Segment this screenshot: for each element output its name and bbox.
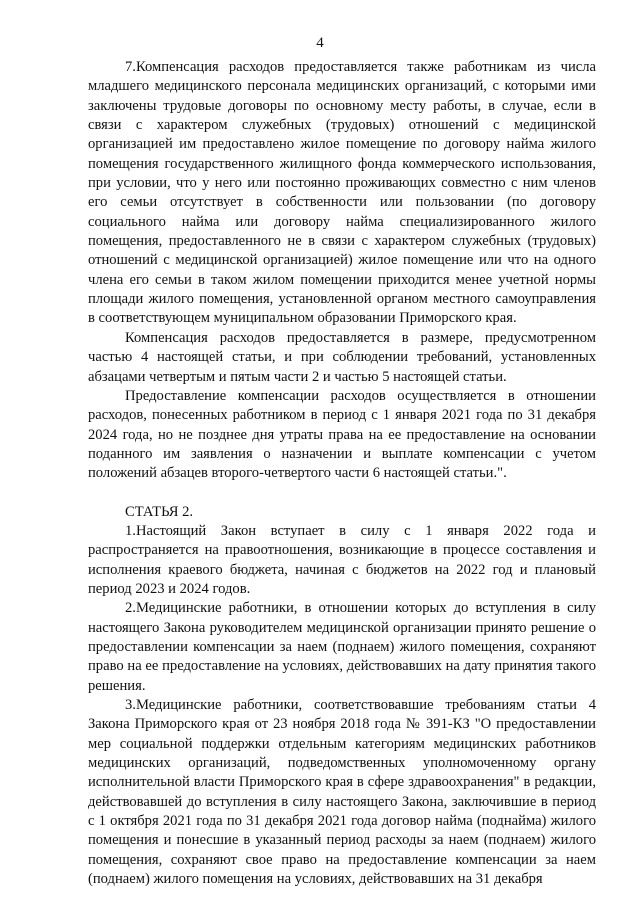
page-number: 4 (316, 35, 324, 51)
paragraph-compensation-amount: Компенсация расходов предоставляется в размере, предусмотренном частью 4 настоящей статьи, и при соблюдении требований, установленных абзацами четвертым и пятым части 2 и частью 5 настоящей статьи. (88, 329, 596, 385)
paragraph-article2-item1: 1.Настоящий Закон вступает в силу с 1 января 2022 года и распространяется на правоотношения, возникающие в процессе составления и исполнения краевого бюджета, начиная с бюджетов на 2022 год и плановый период 2023 и 2024 годов. (88, 522, 596, 597)
paragraph-compensation-junior-staff: 7.Компенсация расходов предоставляется также работникам из числа младшего медицинского персонала медицинских организаций, с которыми ими заключены трудовые договоры по основному месту работы, в случае, если в связи с характером служебных (трудовых) отношений с медицинской организацией им предоставлено жилое помещение по договору найма жилого помещения государственного жилищного фонда коммерческого использования, при условии, что у него или постоянно проживающих совместно с ним членов его семьи отсутствует в собственности или пользовании (по договору социального найма или договору найма специализированного жилого помещения, предоставленного не в связи с характером служебных (трудовых) отношений с медицинской организацией) жилое помещение или что на одного члена его семьи в таком жилом помещении приходится менее учетной нормы площади жилого помещения, установленной органом местного самоуправления в соответствующем муниципальном образовании Приморского края. (88, 59, 596, 327)
paragraph-article2-item2: 2.Медицинские работники, в отношении которых до вступления в силу настоящего Закона руководителем медицинской организации принято решение о предоставлении компенсации за наем (поднаем) жилого помещения, сохраняют право на ее предоставление на условиях, действовавших на дату принятия такого решения. (88, 600, 596, 694)
document-body (88, 58, 596, 889)
paragraph-article2-item3: 3.Медицинские работники, соответствовавшие требованиям статьи 4 Закона Приморского края от 23 ноября 2018 года № 391-КЗ "О предоставлении мер социальной поддержки отдельным категориям медицинских работников медицинских организаций, подведомственных уполномоченному органу исполнительной власти Приморского края в сфере здравоохранения" в редакции, действовавшей до вступления в силу настоящего Закона, заключившие в период с 1 октября 2021 года по 31 декабря 2021 года договор найма (поднайма) жилого помещения и понесшие в указанный период расходы за наем (поднаем) жилого помещения, сохраняют свое право на предоставление компенсации за наем (поднаем) жилого помещения на условиях, действовавших на 31 декабря (88, 697, 596, 888)
paragraph-compensation-period: Предоставление компенсации расходов осуществляется в отношении расходов, понесенных работником в период с 1 января 2021 года по 31 декабря 2024 года, но не позднее дня утраты права на ее предоставление на основании поданного им заявления о назначении и выплате компенсации с учетом положений абзацев второго-четвертого части 6 настоящей статьи.". (88, 387, 596, 482)
article-heading: СТАТЬЯ 2. (125, 503, 194, 520)
